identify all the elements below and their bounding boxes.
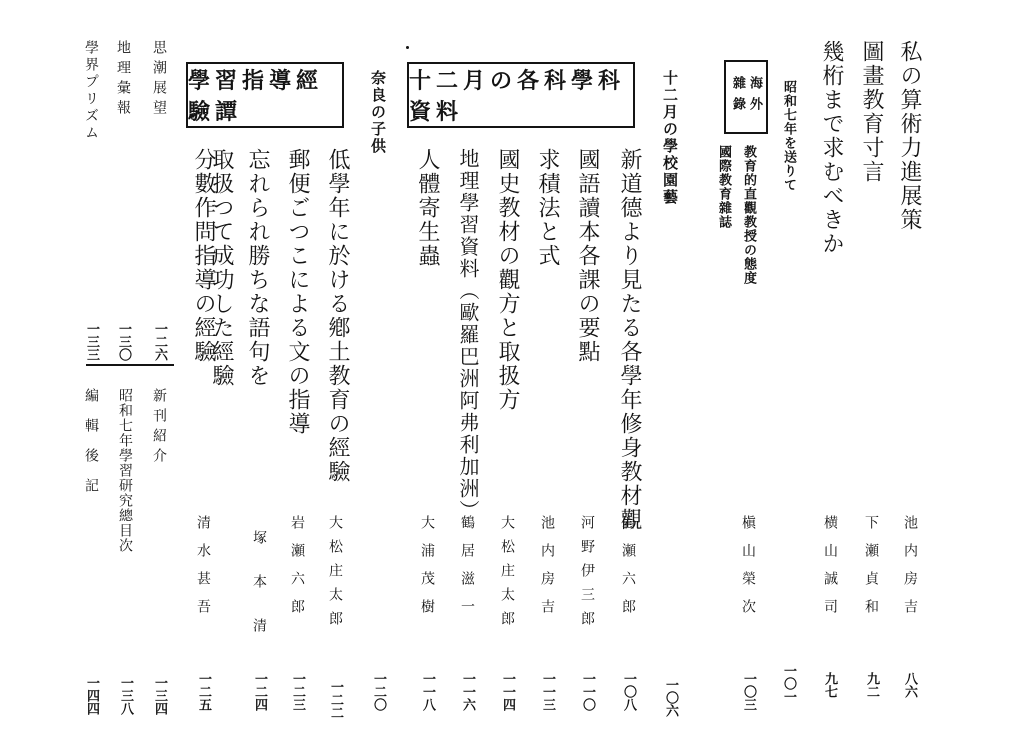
entry-title[interactable]: 十二月の學校園藝 xyxy=(661,70,679,206)
entry-page: 九七 xyxy=(822,672,837,698)
entry-title[interactable]: 新刊紹介 xyxy=(151,388,167,468)
ornament-dot xyxy=(406,46,409,49)
entry-page: 一一六 xyxy=(460,672,475,711)
entry-author: 大松庄太郎 xyxy=(327,515,343,635)
overseas-section-box xyxy=(724,60,768,134)
entry-title[interactable]: 編輯後記 xyxy=(83,388,99,508)
entry-page: 一四四 xyxy=(84,676,99,715)
entry-author: 池内房吉 xyxy=(902,515,918,627)
section-title: 學習指導經驗譚 xyxy=(188,69,324,125)
entry-page: 一〇八 xyxy=(621,672,636,711)
entry-title[interactable]: 地理彙報 xyxy=(115,40,131,120)
entry-author: 塚本清 xyxy=(251,530,267,662)
entry-title[interactable]: 昭和七年學習研究總目次 xyxy=(117,388,133,553)
entry-title-continued: 取扱つて成功した經驗 xyxy=(209,148,234,388)
entry-author: 河野伊三郎 xyxy=(579,515,595,635)
section-title: 十二月の各科學科資料 xyxy=(409,69,626,125)
entry-author: 清水甚吾 xyxy=(195,515,211,627)
entry-title[interactable]: 國史教材の觀方と取扱方 xyxy=(495,148,520,412)
section-label: 雜錄 xyxy=(730,76,745,118)
entry-page: 一一八 xyxy=(420,672,435,711)
entry-title[interactable]: 分數作問指導の經驗 xyxy=(191,148,216,364)
entry-title[interactable]: 人體寄生蟲 xyxy=(415,148,440,268)
entry-title[interactable]: 地理學習資料（歐羅巴洲阿弗利加洲） xyxy=(456,148,480,522)
section-divider xyxy=(86,364,174,366)
entry-title[interactable]: 幾桁まで求むべきか xyxy=(819,40,844,256)
entry-author: 鶴居滋一 xyxy=(459,515,475,627)
entry-author: 大浦茂樹 xyxy=(419,515,435,627)
guidance-section-box xyxy=(186,62,344,128)
entry-title[interactable]: 私の算術力進展策 xyxy=(897,40,922,232)
entry-page: 一二〇 xyxy=(371,672,386,711)
entry-page: 一一四 xyxy=(500,672,515,711)
entry-title[interactable]: 國語讀本各課の要點 xyxy=(575,148,600,364)
section-label: 海外 xyxy=(747,76,762,118)
entry-page: 一二三 xyxy=(290,672,305,711)
entry-title[interactable]: 圖畫教育寸言 xyxy=(859,40,884,184)
entry-author: 池内房吉 xyxy=(539,515,555,627)
entry-page: 一二四 xyxy=(252,672,267,711)
entry-author: 槇山榮次 xyxy=(740,515,756,627)
entry-title[interactable]: 昭和七年を送りて xyxy=(781,80,796,192)
entry-page: 一三三 xyxy=(84,322,99,361)
entry-author: 岩瀬六郎 xyxy=(289,515,305,627)
entry-page: 一〇六 xyxy=(663,678,678,717)
entry-author: 岩瀬六郎 xyxy=(620,515,636,627)
entry-page: 一〇三 xyxy=(741,672,756,711)
entry-title[interactable]: 求積法と式 xyxy=(535,148,560,268)
special-section-box xyxy=(407,62,635,128)
entry-page: 九二 xyxy=(864,672,879,698)
entry-page: 一三四 xyxy=(152,676,167,715)
entry-page: 一一〇 xyxy=(580,672,595,711)
entry-author: 大松庄太郎 xyxy=(499,515,515,635)
entry-title[interactable]: 奈良の子供 xyxy=(369,70,387,155)
entry-page: 一二五 xyxy=(196,672,211,711)
entry-author: 横山誠司 xyxy=(822,515,838,627)
entry-title[interactable]: 國際教育雜誌 xyxy=(716,145,731,229)
entry-author: 下瀬貞和 xyxy=(863,515,879,627)
entry-title[interactable]: 低學年に於ける鄕土教育の經驗 xyxy=(325,148,350,484)
entry-title[interactable]: 教育的直觀教授の態度 xyxy=(741,145,756,285)
entry-page: 一二六 xyxy=(152,322,167,361)
entry-page: 一三八 xyxy=(118,676,133,715)
entry-page: 一二二 xyxy=(328,680,343,719)
entry-page: 一一三 xyxy=(540,672,555,711)
entry-title[interactable]: 學界プリズム xyxy=(83,40,99,142)
entry-title[interactable]: 忘れられ勝ちな語句を xyxy=(245,148,270,388)
entry-page: 一三〇 xyxy=(116,322,131,361)
entry-title[interactable]: 思潮展望 xyxy=(151,40,167,120)
entry-page: 一〇一 xyxy=(781,664,796,703)
entry-title[interactable]: 新道德より見たる各學年修身教材觀 xyxy=(617,148,642,532)
entry-title[interactable]: 郵便ごつこによる文の指導 xyxy=(285,148,310,436)
entry-page: 八六 xyxy=(902,672,917,698)
